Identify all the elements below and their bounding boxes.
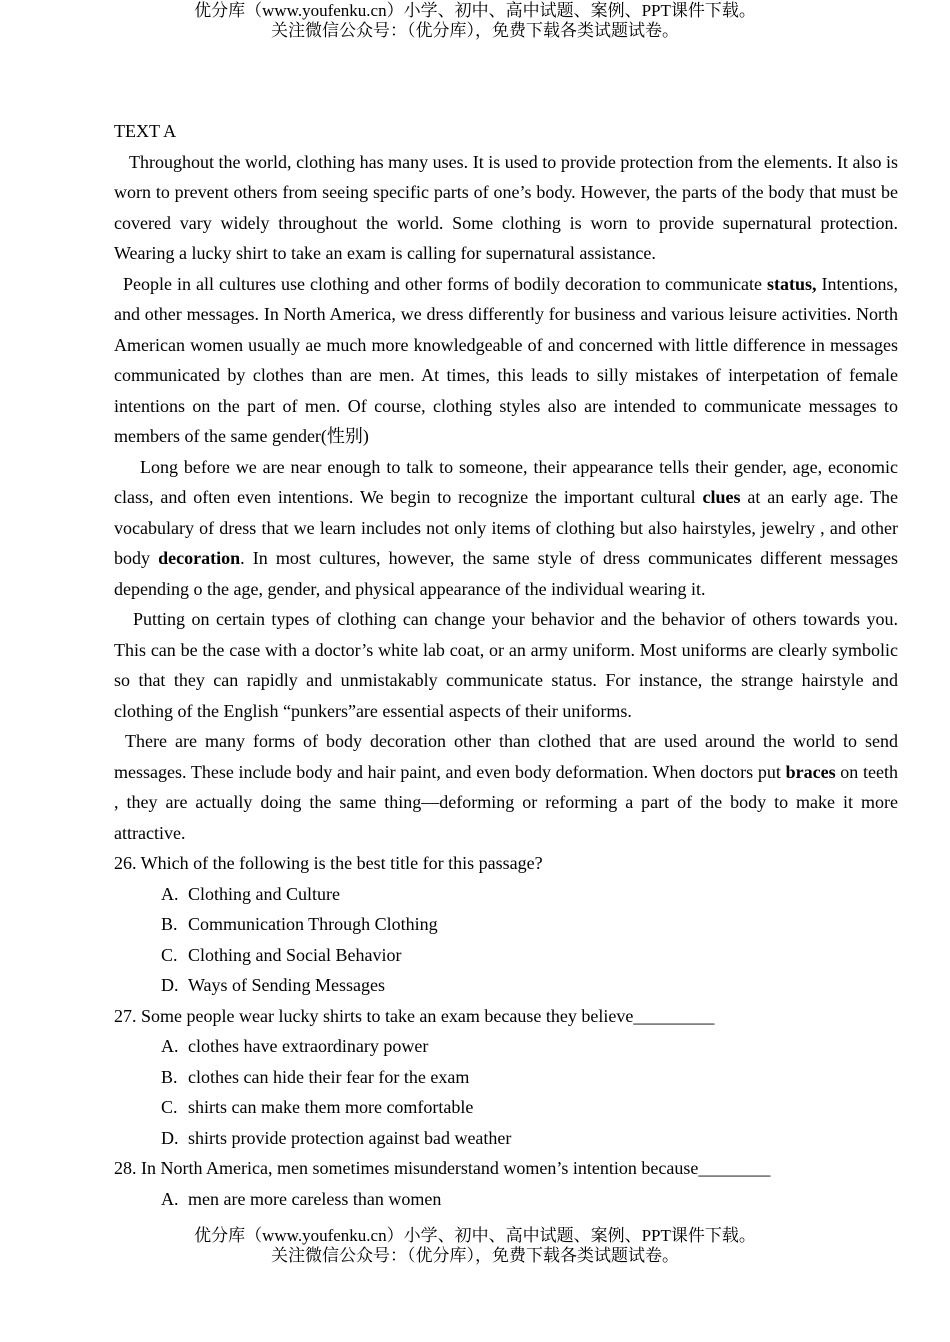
question-28-option-a (161, 1184, 898, 1215)
paragraph-3-text-a: Long before we are near enough to talk to someone, their appearance tells their gender, age, economic class, and often even intentions. We begin to recognize the important cultural (114, 456, 898, 507)
option-letter: D. (161, 975, 179, 995)
header-line-1: 优分库（www.youfenku.cn）小学、初中、高中试题、案例、PPT课件下载。 (194, 1, 756, 20)
bold-word-braces: braces (785, 761, 836, 782)
question-27: 27. Some people wear lucky shirts to take an exam because they believe_________ (114, 1005, 715, 1026)
header-line-2: 关注微信公众号：（优分库），免费下载各类试题试卷。 (271, 21, 679, 40)
passage-title: TEXT A (114, 121, 177, 141)
option-text: Clothing and Culture (188, 883, 340, 904)
bold-word-clues: clues (702, 487, 741, 507)
question-27-option-b (161, 1062, 898, 1093)
question-27-option-a (161, 1031, 898, 1062)
document-body (114, 116, 898, 1214)
paragraph-3-text-b: at an early age. The vocabulary of dress that we learn includes not only items of clothing but also hairstyles, jewelry , and other body (114, 487, 898, 568)
question-27-option-c (161, 1092, 898, 1123)
option-text: Clothing and Social Behavior (188, 944, 402, 965)
footer-line-1: 优分库（www.youfenku.cn）小学、初中、高中试题、案例、PPT课件下载。 (194, 1226, 756, 1245)
passage-paragraph-5 (114, 726, 898, 848)
question-28: 28. In North America, men sometimes misunderstand women’s intention because________ (114, 1158, 771, 1178)
option-letter: A. (161, 1188, 179, 1209)
question-27-option-d (161, 1123, 898, 1154)
paragraph-3-text-c: . In most cultures, however, the same style of dress communicates different messages depending o the age, gender, and physical appearance of the individual wearing it. (114, 548, 899, 599)
option-letter: B. (161, 1066, 178, 1087)
option-letter: D. (161, 1127, 179, 1148)
option-letter: C. (161, 944, 178, 965)
option-text: shirts can make them more comfortable (188, 1097, 474, 1117)
page-header (0, 1, 950, 41)
bold-word-decoration: decoration (158, 548, 241, 568)
option-letter: A. (161, 883, 179, 904)
question-26-option-b (161, 909, 898, 940)
question-26: 26. Which of the following is the best title for this passage? (114, 853, 543, 873)
question-26-option-a (161, 879, 898, 910)
option-text: clothes have extraordinary power (188, 1036, 429, 1056)
paragraph-2-text-b: Intentions, and other messages. In North America, we dress differently for business and various leisure activities. North American women usually ae much more knowledgeable of and concerned with little difference in messages communicated by clothes than are men. At times, this leads to silly mistakes of interpetation of female intentions on the part of men. Of course, clothing styles also are intended to communicate messages to members of the same gender(性别) (114, 273, 899, 446)
option-letter: A. (161, 1036, 179, 1056)
passage-paragraph-4: Putting on certain types of clothing can change your behavior and the behavior of others towards you. This can be the case with a doctor’s white lab coat, or an army uniform. Most uniforms are clearly symbolic so that they can rapidly and unmistakably communicate status. For instance, the strange hairstyle and clothing of the English “punkers”are essential aspects of their uniforms. (114, 609, 898, 721)
page-footer (0, 1226, 950, 1266)
option-text: shirts provide protection against bad weather (188, 1127, 512, 1148)
option-letter: C. (161, 1097, 178, 1117)
passage-paragraph-2 (114, 269, 898, 452)
paragraph-5-text-b: on teeth , they are actually doing the same thing—deforming or reforming a part of the body to make it more attractive. (114, 761, 898, 843)
option-text: clothes can hide their fear for the exam (188, 1066, 470, 1087)
option-text: Communication Through Clothing (188, 914, 438, 934)
passage-paragraph-3 (114, 452, 898, 605)
question-26-option-c (161, 940, 898, 971)
option-text: Ways of Sending Messages (188, 975, 386, 995)
option-text: men are more careless than women (188, 1188, 442, 1209)
passage-paragraph-1: Throughout the world, clothing has many uses. It is used to provide protection from the elements. It also is worn to prevent others from seeing specific parts of one’s body. However, the parts of the body that must be covered vary widely throughout the world. Some clothing is worn to provide supernatural protection. Wearing a lucky shirt to take an exam is calling for supernatural assistance. (114, 151, 898, 263)
question-26-option-d (161, 970, 898, 1001)
footer-line-2: 关注微信公众号：（优分库），免费下载各类试题试卷。 (271, 1246, 679, 1265)
paragraph-5-text-a: There are many forms of body decoration other than clothed that are used around the world to send messages. These include body and hair paint, and even body deformation. When doctors put (114, 731, 898, 782)
option-letter: B. (161, 914, 178, 934)
bold-word-status: status, (766, 273, 817, 294)
paragraph-2-text-a: People in all cultures use clothing and other forms of bodily decoration to communicate (123, 273, 767, 294)
